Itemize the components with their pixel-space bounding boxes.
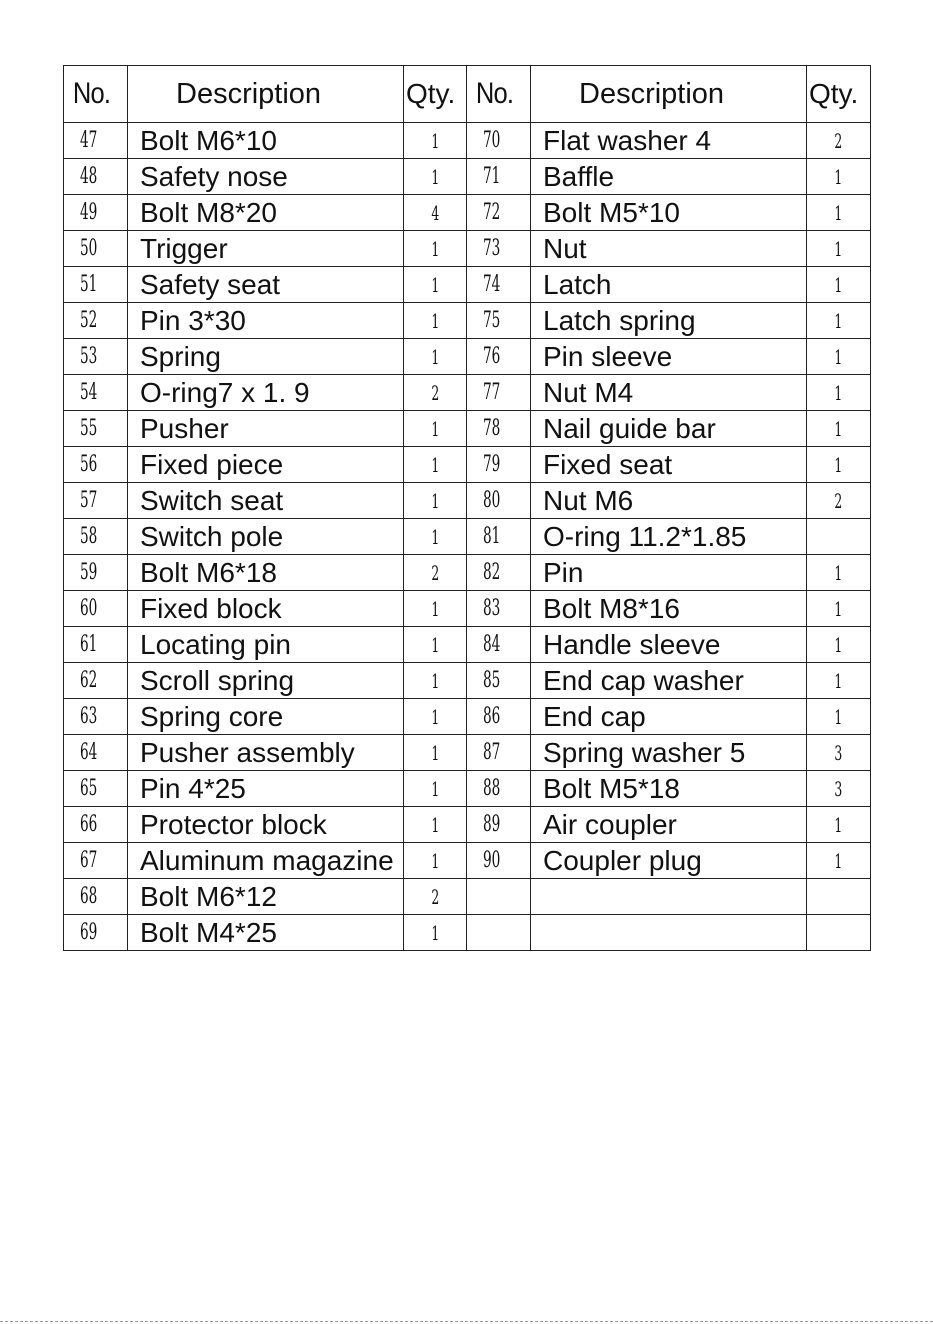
part-number-cell — [64, 879, 128, 915]
part-qty-cell-text: 1 — [431, 740, 439, 765]
part-number-cell-text: 64 — [80, 740, 98, 765]
part-qty-cell — [807, 879, 871, 915]
part-qty-cell-text: 2 — [431, 380, 439, 405]
part-number-cell — [64, 447, 128, 483]
part-description-cell: Flat washer 4 — [531, 123, 807, 159]
part-qty-cell — [807, 159, 871, 195]
part-number-cell — [467, 519, 531, 555]
part-qty-cell-text: 1 — [834, 848, 843, 873]
part-qty-cell-text: 1 — [834, 380, 843, 405]
table-row — [64, 807, 871, 843]
part-number-cell — [467, 735, 531, 771]
part-number-cell — [64, 699, 128, 735]
part-description-cell: Baffle — [531, 159, 807, 195]
part-qty-cell — [807, 447, 871, 483]
part-description-cell: End cap — [531, 699, 807, 735]
part-description-cell: Air coupler — [531, 807, 807, 843]
part-qty-cell — [404, 555, 467, 591]
part-qty-cell-text: 1 — [834, 164, 843, 189]
part-description-cell — [531, 915, 807, 951]
part-qty-cell — [807, 483, 871, 519]
part-qty-cell-text: 1 — [834, 812, 843, 837]
part-number-cell-text: 48 — [80, 164, 98, 189]
part-number-cell — [64, 591, 128, 627]
part-qty-cell — [404, 663, 467, 699]
part-qty-cell — [807, 519, 871, 555]
part-number-cell-text: 88 — [483, 776, 501, 801]
part-number-cell-text: 90 — [483, 848, 501, 873]
column-header-no: No. — [467, 66, 521, 123]
part-description-cell: Bolt M5*18 — [531, 771, 807, 807]
table-row — [64, 483, 871, 519]
column-header-qty: Qty. — [807, 66, 871, 123]
table-row — [64, 555, 871, 591]
part-number-cell-text: 55 — [80, 416, 98, 441]
part-number-cell — [467, 483, 531, 519]
part-qty-cell-text: 1 — [834, 668, 843, 693]
part-description-cell: Pin — [531, 555, 807, 591]
part-number-cell-text: 79 — [483, 452, 501, 477]
table-row — [64, 339, 871, 375]
part-qty-cell — [807, 555, 871, 591]
part-qty-cell — [404, 159, 467, 195]
part-number-cell — [467, 411, 531, 447]
part-number-cell-text: 65 — [80, 776, 98, 801]
part-description-cell: Bolt M6*18 — [128, 555, 404, 591]
part-number-cell-text: 57 — [80, 488, 98, 513]
part-qty-cell — [807, 915, 871, 951]
part-description-cell: Spring core — [128, 699, 404, 735]
part-qty-cell-text: 1 — [431, 344, 439, 369]
part-qty-cell — [807, 123, 871, 159]
parts-table-body — [64, 123, 871, 951]
part-number-cell-text: 56 — [80, 452, 98, 477]
part-number-cell-text: 81 — [483, 524, 501, 549]
table-row — [64, 843, 871, 879]
table-row — [64, 267, 871, 303]
part-qty-cell — [404, 339, 467, 375]
part-number-cell — [64, 195, 128, 231]
part-qty-cell-text: 1 — [431, 632, 439, 657]
part-description-cell: Bolt M6*12 — [128, 879, 404, 915]
part-qty-cell-text: 1 — [834, 596, 843, 621]
parts-list-table — [63, 65, 871, 951]
part-number-cell — [467, 807, 531, 843]
part-qty-cell — [807, 267, 871, 303]
part-qty-cell-text: 1 — [431, 164, 439, 189]
part-qty-cell — [404, 915, 467, 951]
part-description-cell: Safety seat — [128, 267, 404, 303]
part-description-cell: Latch spring — [531, 303, 807, 339]
part-qty-cell — [404, 879, 467, 915]
part-number-cell — [467, 663, 531, 699]
part-qty-cell — [807, 339, 871, 375]
part-qty-cell — [807, 627, 871, 663]
part-description-cell: Nut — [531, 231, 807, 267]
part-qty-cell — [807, 663, 871, 699]
part-number-cell — [467, 879, 531, 915]
part-qty-cell-text: 1 — [431, 308, 439, 333]
part-qty-cell — [807, 303, 871, 339]
part-number-cell-text: 51 — [80, 272, 98, 297]
table-row — [64, 519, 871, 555]
part-description-cell: Fixed piece — [128, 447, 404, 483]
page-bottom-rule — [0, 1321, 933, 1322]
column-header-description: Description — [128, 66, 404, 123]
table-row — [64, 699, 871, 735]
part-number-cell — [467, 375, 531, 411]
part-description-cell: Pin 4*25 — [128, 771, 404, 807]
part-number-cell — [64, 159, 128, 195]
part-number-cell-text: 68 — [80, 884, 98, 909]
part-number-cell — [467, 159, 531, 195]
part-qty-cell-text: 4 — [431, 200, 439, 225]
part-qty-cell-text: 1 — [834, 344, 843, 369]
part-number-cell-text: 66 — [80, 812, 98, 837]
part-number-cell — [64, 519, 128, 555]
part-description-cell: O-ring7 x 1. 9 — [128, 375, 404, 411]
part-description-cell: Pusher assembly — [128, 735, 404, 771]
part-description-cell: Safety nose — [128, 159, 404, 195]
part-number-cell-text: 73 — [483, 236, 501, 261]
part-number-cell — [467, 627, 531, 663]
part-description-cell: Bolt M5*10 — [531, 195, 807, 231]
part-number-cell — [467, 699, 531, 735]
part-qty-cell-text: 3 — [834, 740, 843, 765]
part-description-cell: Switch pole — [128, 519, 404, 555]
part-description-cell: Fixed block — [128, 591, 404, 627]
part-description-cell: Switch seat — [128, 483, 404, 519]
part-qty-cell-text: 1 — [431, 236, 439, 261]
part-qty-cell — [404, 303, 467, 339]
part-number-cell — [467, 195, 531, 231]
part-qty-cell-text: 1 — [834, 632, 843, 657]
part-description-cell: Trigger — [128, 231, 404, 267]
part-qty-cell-text: 1 — [431, 812, 439, 837]
part-number-cell-text: 63 — [80, 704, 98, 729]
part-number-cell — [64, 807, 128, 843]
table-row — [64, 447, 871, 483]
part-number-cell-text: 78 — [483, 416, 501, 441]
part-description-cell: Pin 3*30 — [128, 303, 404, 339]
part-qty-cell — [404, 411, 467, 447]
part-number-cell-text: 76 — [483, 344, 501, 369]
part-number-cell — [467, 231, 531, 267]
part-qty-cell — [404, 231, 467, 267]
part-number-cell-text: 77 — [483, 380, 501, 405]
header-row — [64, 66, 871, 123]
part-qty-cell — [807, 591, 871, 627]
part-number-cell-text: 62 — [80, 668, 98, 693]
part-description-cell: Spring washer 5 — [531, 735, 807, 771]
part-number-cell — [467, 591, 531, 627]
part-number-cell-text: 83 — [483, 596, 501, 621]
part-qty-cell-text: 1 — [431, 416, 439, 441]
part-number-cell — [64, 627, 128, 663]
part-description-cell: Spring — [128, 339, 404, 375]
part-qty-cell-text: 1 — [834, 236, 843, 261]
part-number-cell — [64, 339, 128, 375]
part-description-cell: Bolt M4*25 — [128, 915, 404, 951]
part-qty-cell-text: 2 — [834, 128, 843, 153]
part-number-cell — [64, 231, 128, 267]
part-number-cell — [64, 843, 128, 879]
part-number-cell — [467, 303, 531, 339]
part-number-cell — [467, 339, 531, 375]
part-qty-cell-text: 1 — [431, 596, 439, 621]
part-description-cell: Bolt M6*10 — [128, 123, 404, 159]
part-qty-cell — [807, 807, 871, 843]
part-qty-cell — [404, 123, 467, 159]
part-number-cell — [467, 267, 531, 303]
part-description-cell: Coupler plug — [531, 843, 807, 879]
part-number-cell — [64, 303, 128, 339]
part-number-cell-text: 85 — [483, 668, 501, 693]
part-description-cell: Nut M4 — [531, 375, 807, 411]
part-qty-cell-text: 2 — [834, 488, 843, 513]
part-number-cell — [467, 771, 531, 807]
part-description-cell — [531, 879, 807, 915]
part-qty-cell — [807, 771, 871, 807]
table-row — [64, 771, 871, 807]
table-row — [64, 735, 871, 771]
part-number-cell — [64, 267, 128, 303]
column-header-no: No. — [64, 66, 118, 123]
table-row — [64, 915, 871, 951]
part-qty-cell-text: 3 — [834, 776, 843, 801]
table-row — [64, 159, 871, 195]
part-description-cell: End cap washer — [531, 663, 807, 699]
part-number-cell — [64, 555, 128, 591]
part-qty-cell-text: 1 — [431, 524, 439, 549]
part-qty-cell — [404, 735, 467, 771]
part-description-cell: Pusher — [128, 411, 404, 447]
table-row — [64, 303, 871, 339]
part-qty-cell — [807, 231, 871, 267]
table-row — [64, 231, 871, 267]
part-description-cell: Locating pin — [128, 627, 404, 663]
part-qty-cell-text: 1 — [834, 704, 843, 729]
part-number-cell-text: 80 — [483, 488, 501, 513]
part-number-cell-text: 84 — [483, 632, 501, 657]
part-description-cell: Nut M6 — [531, 483, 807, 519]
part-qty-cell-text: 2 — [431, 884, 439, 909]
part-number-cell-text: 87 — [483, 740, 501, 765]
part-number-cell-text: 60 — [80, 596, 98, 621]
part-qty-cell-text: 1 — [431, 776, 439, 801]
table-row — [64, 879, 871, 915]
part-number-cell-text: 61 — [80, 632, 98, 657]
part-description-cell: Pin sleeve — [531, 339, 807, 375]
table-row — [64, 195, 871, 231]
part-qty-cell-text: 1 — [834, 416, 843, 441]
part-number-cell — [64, 483, 128, 519]
part-qty-cell — [404, 375, 467, 411]
part-description-cell: Protector block — [128, 807, 404, 843]
part-number-cell-text: 49 — [80, 200, 98, 225]
part-number-cell-text: 47 — [80, 128, 98, 153]
part-qty-cell-text: 1 — [431, 920, 439, 945]
part-qty-cell-text: 1 — [431, 488, 439, 513]
part-qty-cell — [404, 771, 467, 807]
part-number-cell-text: 70 — [483, 128, 501, 153]
part-qty-cell-text: 1 — [431, 452, 439, 477]
part-number-cell-text: 71 — [483, 164, 501, 189]
part-number-cell-text: 75 — [483, 308, 501, 333]
part-number-cell-text: 72 — [483, 200, 501, 225]
part-qty-cell — [404, 447, 467, 483]
part-number-cell-text: 59 — [80, 560, 98, 585]
part-number-cell-text: 69 — [80, 920, 98, 945]
part-description-cell: Bolt M8*20 — [128, 195, 404, 231]
part-number-cell-text: 89 — [483, 812, 501, 837]
table-row — [64, 375, 871, 411]
part-qty-cell — [404, 591, 467, 627]
part-qty-cell-text: 1 — [431, 704, 439, 729]
part-qty-cell — [404, 843, 467, 879]
part-qty-cell — [807, 375, 871, 411]
part-number-cell — [467, 555, 531, 591]
part-number-cell — [467, 915, 531, 951]
part-qty-cell-text: 2 — [431, 560, 439, 585]
part-description-cell: Latch — [531, 267, 807, 303]
part-qty-cell-text: 1 — [431, 848, 439, 873]
part-qty-cell-text: 1 — [834, 272, 843, 297]
part-number-cell — [64, 123, 128, 159]
part-number-cell — [467, 843, 531, 879]
part-description-cell: Fixed seat — [531, 447, 807, 483]
table-row — [64, 627, 871, 663]
part-qty-cell-text: 1 — [431, 272, 439, 297]
part-qty-cell-text: 1 — [834, 200, 843, 225]
part-number-cell-text: 58 — [80, 524, 98, 549]
part-qty-cell-text: 1 — [834, 308, 843, 333]
column-header-description: Description — [531, 66, 807, 123]
part-qty-cell — [807, 843, 871, 879]
part-number-cell — [64, 735, 128, 771]
table-row — [64, 591, 871, 627]
part-qty-cell-text: 1 — [834, 560, 843, 585]
part-description-cell: Scroll spring — [128, 663, 404, 699]
part-qty-cell — [404, 267, 467, 303]
part-qty-cell — [404, 627, 467, 663]
part-number-cell-text: 53 — [80, 344, 98, 369]
part-number-cell-text: 67 — [80, 848, 98, 873]
part-qty-cell — [404, 519, 467, 555]
part-description-cell: Nail guide bar — [531, 411, 807, 447]
part-qty-cell-text: 1 — [431, 668, 439, 693]
part-number-cell — [64, 411, 128, 447]
part-number-cell — [467, 123, 531, 159]
part-qty-cell-text: 1 — [834, 452, 843, 477]
part-number-cell-text: 50 — [80, 236, 98, 261]
column-header-qty: Qty. — [404, 66, 467, 123]
part-description-cell: Aluminum magazine — [128, 843, 404, 879]
part-number-cell — [64, 375, 128, 411]
part-number-cell-text: 86 — [483, 704, 501, 729]
part-qty-cell — [807, 411, 871, 447]
part-qty-cell-text: 1 — [431, 128, 439, 153]
part-description-cell: O-ring 11.2*1.85 — [531, 519, 807, 555]
part-qty-cell — [404, 699, 467, 735]
part-qty-cell — [404, 483, 467, 519]
part-qty-cell — [404, 807, 467, 843]
part-number-cell — [64, 663, 128, 699]
part-qty-cell — [807, 735, 871, 771]
part-qty-cell — [807, 195, 871, 231]
part-number-cell-text: 74 — [483, 272, 501, 297]
part-description-cell: Bolt M8*16 — [531, 591, 807, 627]
part-qty-cell — [807, 699, 871, 735]
part-qty-cell — [404, 195, 467, 231]
part-number-cell — [64, 915, 128, 951]
table-row — [64, 411, 871, 447]
part-number-cell-text: 82 — [483, 560, 501, 585]
part-number-cell — [467, 447, 531, 483]
part-description-cell: Handle sleeve — [531, 627, 807, 663]
table-row — [64, 663, 871, 699]
table-row — [64, 123, 871, 159]
part-number-cell-text: 52 — [80, 308, 98, 333]
part-number-cell — [64, 771, 128, 807]
part-number-cell-text: 54 — [80, 380, 98, 405]
